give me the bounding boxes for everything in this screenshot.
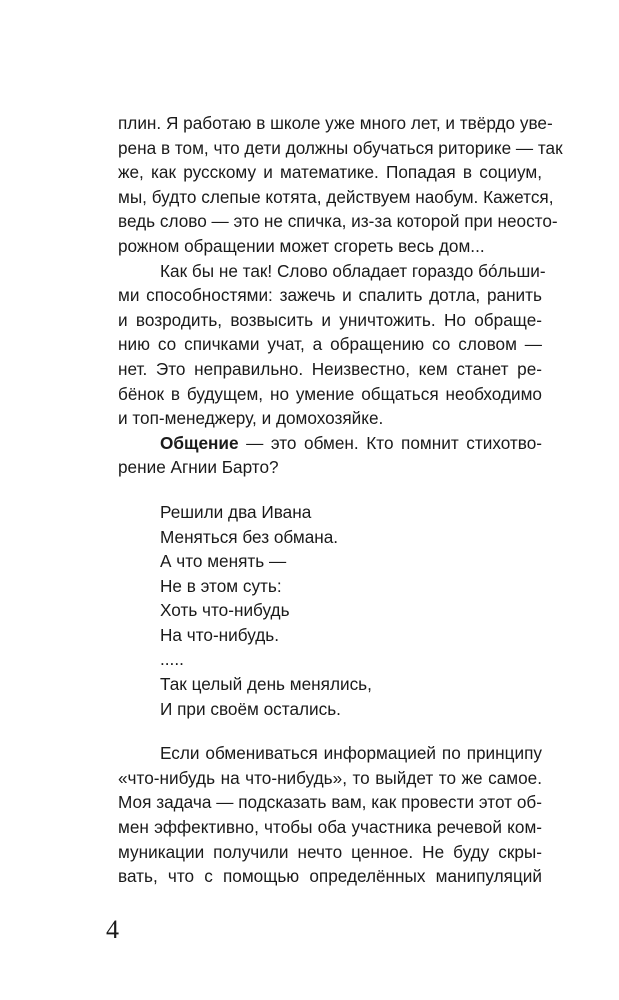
text-line: вать, что с помощью определённых манипуляций <box>118 866 542 887</box>
poem-line: А что менять — <box>160 551 287 572</box>
poem-line: Решили два Ивана <box>160 501 312 522</box>
text-line: мен эффективно, чтобы оба участника речевой ком- <box>118 817 542 838</box>
paragraph-2 <box>118 259 546 431</box>
text-line: и топ-менеджеру, и домохозяйке. <box>118 408 384 429</box>
text-line: рение Агнии Барто? <box>118 457 279 478</box>
bold-term: Общение <box>160 432 239 453</box>
text-line: Если обмениваться информацией по принципу <box>160 743 542 764</box>
text-line: «что-нибудь на что-нибудь», то выйдет то же самое. <box>118 767 542 788</box>
page-number: 4 <box>106 915 119 944</box>
poem-line: Меняться без обмана. <box>160 526 339 547</box>
text-line: Моя задача — подсказать вам, как провести этот об- <box>118 792 542 813</box>
text-line: бёнок в будущем, но умение общаться необходимо <box>118 383 542 404</box>
poem-line: Так целый день менялись, <box>160 674 372 695</box>
text-line: ми способностями: зажечь и спалить дотла, ранить <box>118 285 542 306</box>
text-line: Как бы не так! Слово обладает гораздо бóльши- <box>160 260 546 281</box>
text-fragment: — это обмен. Кто помнит стихотво- <box>238 432 542 453</box>
text-line <box>118 431 542 456</box>
text-line: ведь слово — это не спичка, из-за которой при неосто- <box>118 211 558 232</box>
paragraph-4 <box>118 741 542 889</box>
text-line: муникации получили нечто ценное. Не буду скры- <box>118 841 542 862</box>
page-body <box>118 111 563 889</box>
text-line: плин. Я работаю в школе уже много лет, и твёрдо уве- <box>118 113 553 133</box>
paragraph-3 <box>118 431 542 480</box>
text-line: и возродить, возвысить и уничтожить. Но обраще- <box>118 309 542 330</box>
paragraph-1 <box>118 111 563 259</box>
poem-line: И при своём остались. <box>160 698 341 719</box>
poem-quote <box>118 500 542 721</box>
text-line: нет. Это неправильно. Неизвестно, кем станет ре- <box>118 358 542 379</box>
text-line: рожном обращении может сгореть весь дом... <box>118 235 485 256</box>
poem-line: Хоть что-нибудь <box>160 600 290 621</box>
text-line: нию со спичками учат, а обращению со словом — <box>118 334 542 355</box>
text-line: рена в том, что дети должны обучаться риторике — так <box>118 137 563 158</box>
poem-ellipsis: ..... <box>160 649 184 670</box>
text-line: же, как русскому и математике. Попадая в социум, <box>118 162 542 183</box>
poem-line: Не в этом суть: <box>160 575 282 596</box>
poem-line: На что-нибудь. <box>160 624 280 645</box>
text-line: мы, будто слепые котята, действуем наобум. Кажется, <box>118 186 554 207</box>
